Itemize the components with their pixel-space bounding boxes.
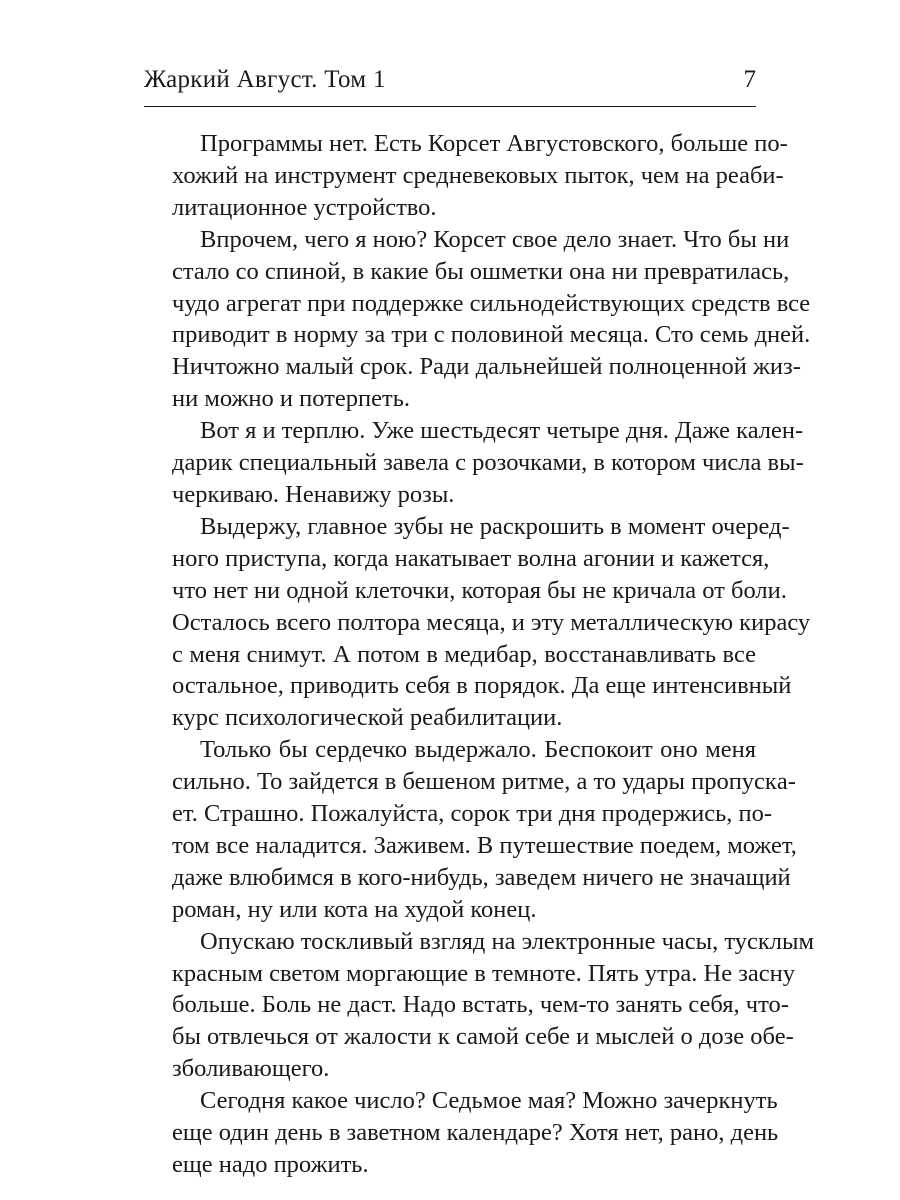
- text-line: зболивающего.: [172, 1055, 330, 1083]
- text-line: хожий на инструмент средневековых пыток, чем на реаби-: [172, 161, 784, 189]
- text-line: стало со спиной, в какие бы ошметки она ни превратилась,: [172, 257, 790, 285]
- text-line: Впрочем, чего я ною? Корсет свое дело знает. Что бы ни: [200, 225, 790, 253]
- text-line: Программы нет. Есть Корсет Августовского, больше по-: [200, 130, 788, 157]
- text-line: том все наладится. Заживем. В путешествие поедем, может,: [172, 831, 797, 859]
- text-line: красным светом моргающие в темноте. Пять утра. Не засну: [172, 959, 796, 987]
- text-line: сильно. То зайдется в бешеном ритме, а то удары пропускa-: [172, 768, 796, 796]
- text-line: ного приступа, когда накатывает волна агонии и кажется,: [172, 544, 770, 572]
- text-line: остальное, приводить себя в порядок. Да еще интенсивный: [172, 672, 792, 700]
- paragraph: [144, 926, 814, 1086]
- text-line: курс психологической реабилитации.: [172, 704, 563, 732]
- paragraph: [144, 415, 804, 511]
- text-line: роман, ну или кота на худой конец.: [172, 895, 537, 923]
- text-line: Только бы сердечко выдержало. Беспокоит оно меня: [200, 736, 756, 764]
- text-line: чудо агрегат при поддержке сильнодействующих средств все: [172, 289, 811, 317]
- text-line: дарик специальный завела с розочками, в котором числа вы-: [172, 449, 804, 477]
- text-line: бы отвлечься от жалости к самой себе и мыслей о дозе обе-: [172, 1023, 794, 1051]
- text-line: Опускаю тоскливый взгляд на электронные часы, тусклым: [200, 927, 814, 955]
- text-line: еще надо прожить.: [172, 1151, 369, 1178]
- text-line: даже влюбимся в кого-нибудь, заведем ничего не значащий: [172, 863, 791, 891]
- text-line: что нет ни одной клеточки, которая бы не кричала от боли.: [172, 576, 787, 604]
- running-title: Жаркий Август. Том 1: [144, 66, 386, 93]
- page-number: 7: [743, 66, 756, 93]
- paragraph: [144, 1085, 779, 1181]
- text-line: черкиваю. Ненавижу розы.: [172, 480, 455, 508]
- text-line: приводит в норму за три с половиной месяца. Сто семь дней.: [172, 321, 811, 349]
- header-rule: [144, 106, 756, 107]
- text-line: Ничтожно малый срок. Ради дальнейшей полноценной жиз-: [172, 353, 801, 381]
- paragraph: [144, 224, 811, 415]
- paragraph: [144, 128, 788, 224]
- text-line: Осталось всего полтора месяца, и эту металлическую кирасу: [172, 608, 811, 636]
- text-line: литационное устройство.: [172, 193, 437, 221]
- paragraph: [144, 511, 811, 734]
- text-line: еще один день в заветном календаре? Хотя нет, рано, день: [172, 1119, 779, 1147]
- paragraph: [144, 734, 797, 925]
- text-line: ет. Страшно. Пожалуйста, сорок три дня продержись, по-: [172, 800, 773, 828]
- text-line: Сегодня какое число? Седьмое мая? Можно зачеркнуть: [200, 1087, 778, 1115]
- text-line: больше. Боль не даст. Надо встать, чем-то занять себя, что-: [172, 991, 789, 1019]
- text-line: Вот я и терплю. Уже шестьдесят четыре дня. Даже кален-: [200, 417, 804, 445]
- body-text: [144, 128, 814, 1181]
- text-line: ни можно и потерпеть.: [172, 385, 411, 413]
- text-line: с меня снимут. А потом в медибар, восстанавливать все: [172, 640, 756, 668]
- page-header: [144, 66, 756, 108]
- text-line: Выдержу, главное зубы не раскрошить в момент очеред-: [200, 512, 790, 540]
